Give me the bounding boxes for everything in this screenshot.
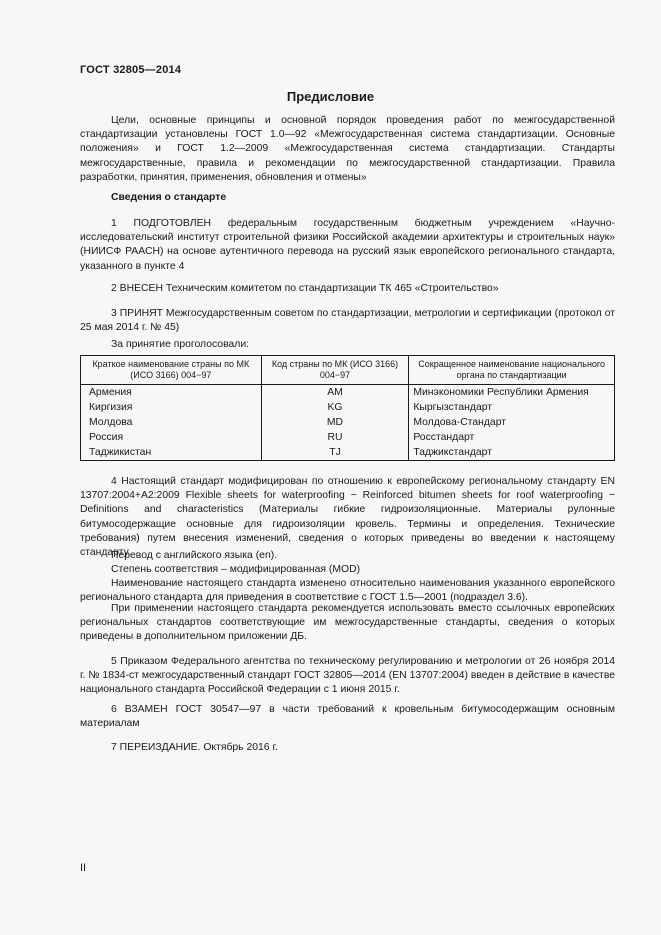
item-1-paragraph: 1 ПОДГОТОВЛЕН федеральным государственным бюджетным учреждением «Научно-исследовательский институт строительной физики Российской академии архитектуры и строительных наук» (НИИСФ РААСН) на основе аутентичного перевода на русский язык европейского регионального стандарта, указанного в пункте 4: [80, 218, 615, 272]
cell-body: Росстандарт: [409, 430, 615, 445]
cell-code: RU: [261, 430, 409, 445]
cell-body: Минэкономики Республики Армения: [409, 385, 615, 401]
document-id-header: ГОСТ 32805—2014: [80, 64, 182, 76]
table-row: [81, 430, 615, 445]
item-4-paragraph: 4 Настоящий стандарт модифицирован по отношению к европейскому региональному стандарту EN 13707:2004+A2:2009 Flexible sheets for waterproofing − Reinforced bitumen sheets for roof waterproofing − Definitions and characteristics (Материалы гибкие гидроизоляционные. Материалы рулонные битумосодержащие основные для гидроизоляции кровель. Термины и определения. Технические требования) путем внесения изменений, сведения о которых приведены во введении к настоящему стандарту.: [80, 476, 615, 559]
table-row: [81, 400, 615, 415]
item-7-paragraph: 7 ПЕРЕИЗДАНИЕ. Октябрь 2016 г.: [111, 742, 278, 753]
cell-code: KG: [261, 400, 409, 415]
conformity-note: Степень соответствия – модифицированная (MOD): [111, 564, 361, 575]
page-title: Предисловие: [286, 89, 375, 104]
item-2-paragraph: 2 ВНЕСЕН Техническим комитетом по стандартизации ТК 465 «Строительство»: [111, 283, 499, 294]
cell-code: AM: [261, 385, 409, 401]
cell-country: Молдова: [81, 415, 262, 430]
cell-body: Молдова-Стандарт: [409, 415, 615, 430]
usage-note: При применении настоящего стандарта рекомендуется использовать вместо ссылочных европейских региональных стандартов соответствующие им межгосударственные стандарты, сведения о которых приведены в дополнительном приложении ДБ.: [80, 603, 615, 643]
header-standards-body: Сокращенное наименование национального органа по стандартизации: [409, 356, 615, 385]
header-country-code: Код страны по МК (ИСО 3166) 004−97: [261, 356, 409, 385]
cell-country: Россия: [81, 430, 262, 445]
table-row: [81, 415, 615, 430]
cell-country: Киргизия: [81, 400, 262, 415]
section-heading: Сведения о стандарте: [111, 192, 227, 203]
translation-note: Перевод с английского языка (en).: [111, 550, 278, 561]
table-row: [81, 445, 615, 461]
cell-country: Таджикистан: [81, 445, 262, 461]
cell-country: Армения: [81, 385, 262, 401]
table-row: [81, 385, 615, 401]
item-3-paragraph: 3 ПРИНЯТ Межгосударственным советом по стандартизации, метрологии и сертификации (протокол от 25 мая 2014 г. № 45): [80, 308, 615, 334]
header-country-name: Краткое наименование страны по МК (ИСО 3166) 004−97: [81, 356, 262, 385]
item-5-paragraph: 5 Приказом Федерального агентства по техническому регулированию и метрологии от 26 ноября 2014 г. № 1834-ст межгосударственный стандарт ГОСТ 32805—2014 (EN 13707:2004) введен в действие в качестве национального стандарта Российской Федерации с 1 июня 2015 г.: [80, 656, 615, 696]
page-number: II: [80, 862, 87, 874]
intro-paragraph: Цели, основные принципы и основной порядок проведения работ по межгосударственной стандартизации установлены ГОСТ 1.0—92 «Межгосударственная система стандартизации. Основные положения» и ГОСТ 1.2—2009 «Межгосударственная система стандартизации. Стандарты межгосударственные, правила и рекомендации по межгосударственной стандартизации. Правила разработки, принятия, применения, обновления и отмены»: [80, 115, 615, 183]
cell-code: MD: [261, 415, 409, 430]
name-change-note: Наименование настоящего стандарта изменено относительно наименования указанного европейского регионального стандарта для приведения в соответствие с ГОСТ 1.5—2001 (подраздел 3.6).: [80, 578, 615, 604]
voting-table: [80, 355, 615, 461]
item-6-paragraph: 6 ВЗАМЕН ГОСТ 30547—97 в части требований к кровельным битумосодержащим основным материалам: [80, 704, 615, 730]
table-header-row: [81, 356, 615, 385]
voted-label: За принятие проголосовали:: [111, 339, 250, 350]
cell-body: Кыргызстандарт: [409, 400, 615, 415]
cell-code: TJ: [261, 445, 409, 461]
cell-body: Таджикстандарт: [409, 445, 615, 461]
